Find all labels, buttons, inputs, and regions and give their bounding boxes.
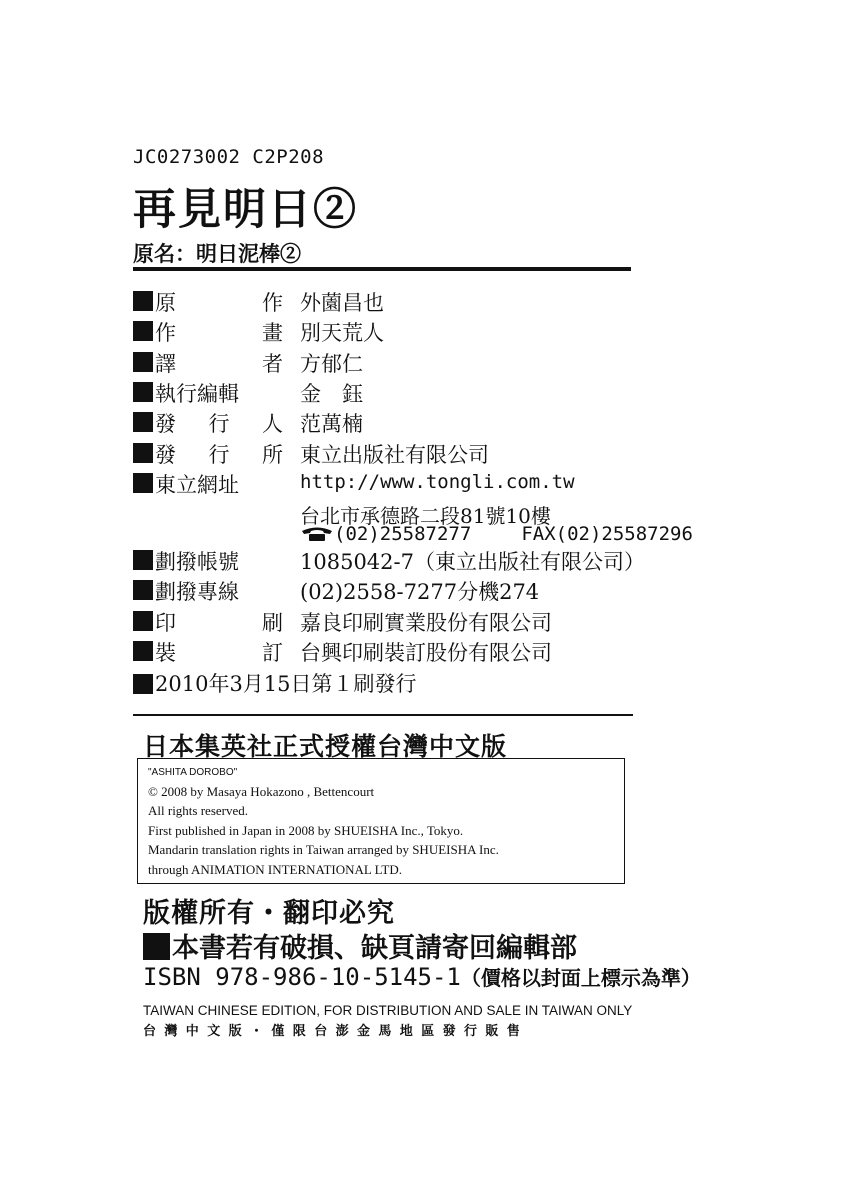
- credit-value: 方郁仁: [300, 351, 363, 376]
- isbn-line: [143, 962, 701, 991]
- bullet-square: [133, 550, 153, 570]
- book-title: 再見明日②: [133, 185, 358, 235]
- credit-label: 劃撥專線: [155, 580, 239, 605]
- isbn: ISBN 978-986-10-5145-1: [143, 963, 461, 991]
- credit-value: 台興印刷裝訂股份有限公司: [300, 640, 552, 665]
- date-divider: [133, 714, 633, 716]
- bullet-square: [133, 352, 153, 372]
- credit-label: 作 畫: [155, 321, 283, 346]
- bullet-square: [133, 291, 153, 311]
- original-title: 原名：明日泥棒②: [133, 241, 301, 266]
- credit-value: 嘉良印刷實業股份有限公司: [300, 610, 552, 635]
- credit-label: 東立網址: [155, 472, 239, 497]
- credit-label: 劃撥帳號: [155, 550, 239, 574]
- bullet-square: [133, 473, 153, 493]
- phone-line: [300, 523, 693, 547]
- license-statement: 日本集英社正式授權台灣中文版: [143, 732, 508, 761]
- phone-number: (02)25587277: [334, 523, 472, 545]
- credit-label: 執行編輯: [155, 381, 239, 406]
- copyright-line: "ASHITA DOROBO": [148, 767, 238, 778]
- fax-number: FAX(02)25587296: [521, 523, 693, 545]
- credit-label: 印 刷: [155, 610, 283, 635]
- copyright-line: First published in Japan in 2008 by SHUEISHA Inc., Tokyo.: [148, 822, 464, 838]
- credit-label: 發 行 人: [155, 412, 283, 437]
- bullet-square: [133, 611, 153, 631]
- product-code: JC0273002 C2P208: [133, 146, 325, 168]
- rights-statement: 版權所有・翻印必究: [143, 898, 395, 929]
- copyright-box: [137, 758, 625, 884]
- bullet-square: [133, 580, 153, 600]
- credit-value: 范萬楠: [300, 412, 363, 437]
- print-date: 2010年3月15日第１刷發行: [133, 668, 417, 698]
- bullet-square: [133, 321, 153, 341]
- credit-value: 金 鈺: [300, 381, 363, 406]
- distribution-english: TAIWAN CHINESE EDITION, FOR DISTRIBUTION AND SALE IN TAIWAN ONLY: [143, 1003, 633, 1018]
- copyright-line: © 2008 by Masaya Hokazono , Bettencourt: [148, 783, 375, 799]
- title-divider: [133, 267, 631, 271]
- credit-value: 1085042-7（東立出版社有限公司）: [300, 550, 645, 574]
- price-note: （價格以封面上標示為準）: [460, 966, 701, 990]
- credit-value: 別天荒人: [300, 321, 384, 346]
- telephone-icon: [300, 525, 334, 547]
- credit-label: 譯 者: [155, 351, 283, 376]
- bullet-square: [133, 641, 153, 661]
- bullet-square: [133, 412, 153, 432]
- credit-value: http://www.tongli.com.tw: [300, 470, 575, 493]
- publisher-address: 台北市承德路二段81號10樓: [300, 504, 551, 528]
- bullet-square: [133, 382, 153, 402]
- damage-notice: 本書若有破損、缺頁請寄回編輯部: [143, 926, 577, 965]
- credit-label: 裝 訂: [155, 640, 283, 665]
- distribution-chinese: 台灣中文版・僅限台澎金馬地區發行販售: [143, 1023, 529, 1038]
- credit-value: (02)2558-7277分機274: [300, 580, 540, 605]
- credit-label: 發 行 所: [155, 442, 283, 467]
- credit-label: 原 作: [155, 291, 283, 315]
- credit-value: 東立出版社有限公司: [300, 442, 489, 467]
- copyright-line: All rights reserved.: [148, 803, 249, 818]
- copyright-line: Mandarin translation rights in Taiwan arranged by SHUEISHA Inc.: [148, 842, 499, 857]
- bullet-square: [133, 443, 153, 463]
- credit-value: 外薗昌也: [300, 291, 384, 315]
- copyright-line: through ANIMATION INTERNATIONAL LTD.: [148, 861, 402, 877]
